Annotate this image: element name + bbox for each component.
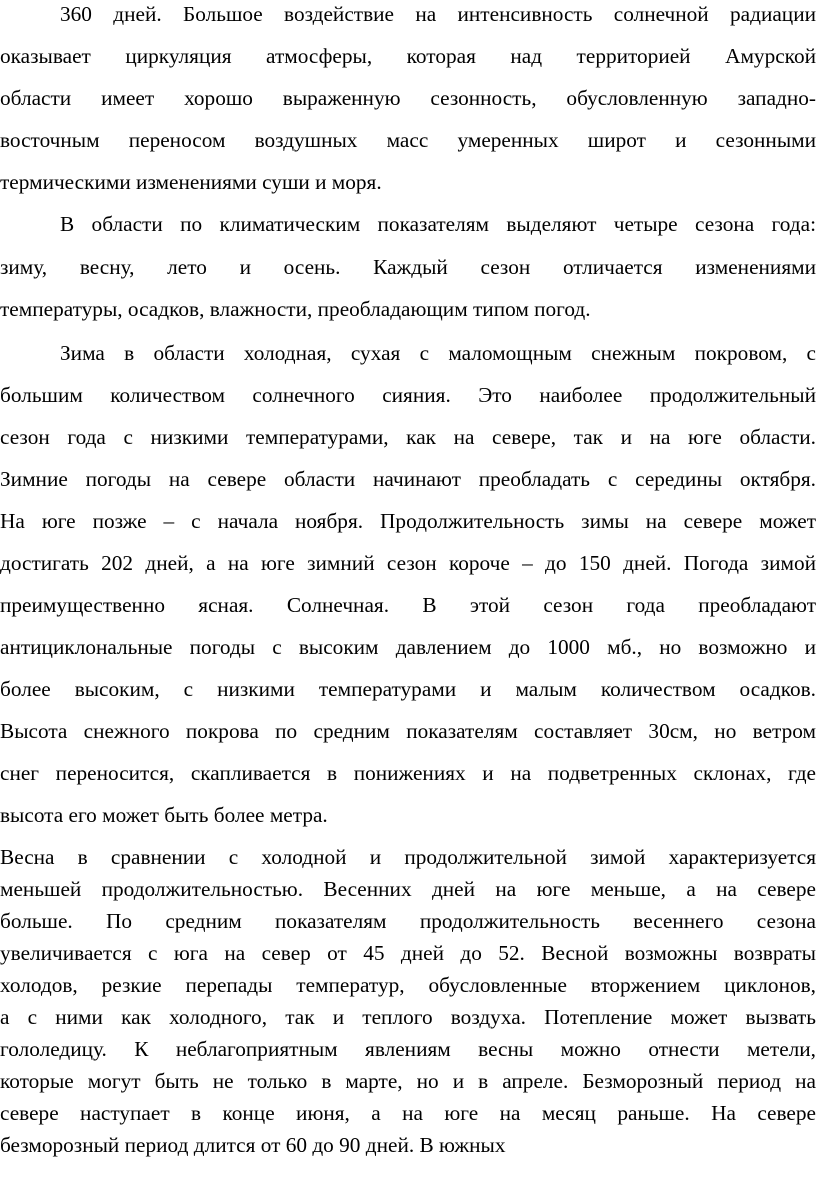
text-line: термическими изменениями суши и моря. xyxy=(0,170,382,194)
text-line: антициклональные погоды с высоким давлением до 1000 мб., но возможно и xyxy=(0,635,816,659)
text-line: высота его может быть более метра. xyxy=(0,803,328,827)
text-line: севере наступает в конце июня, а на юге на месяц раньше. На севере xyxy=(0,1101,816,1125)
text-line: сезон года с низкими температурами, как на севере, так и на юге области. xyxy=(0,425,816,449)
text-line: 360 дней. Большое воздействие на интенсивность солнечной радиации xyxy=(60,2,816,26)
text-line: большим количеством солнечного сияния. Это наиболее продолжительный xyxy=(0,383,816,407)
text-line: снег переносится, скапливается в понижениях и на подветренных склонах, где xyxy=(0,761,816,785)
text-line: области имеет хорошо выраженную сезонность, обусловленную западно- xyxy=(0,86,816,110)
text-line: Весна в сравнении с холодной и продолжительной зимой характеризуется xyxy=(0,845,816,869)
text-line: Высота снежного покрова по средним показателям составляет 30см, но ветром xyxy=(0,719,816,743)
text-line: На юге позже – с начала ноября. Продолжительность зимы на севере может xyxy=(0,509,816,533)
text-line: Зима в области холодная, сухая с маломощным снежным покровом, с xyxy=(60,341,816,365)
text-line: меньшей продолжительностью. Весенних дней на юге меньше, а на севере xyxy=(0,877,816,901)
text-line: температуры, осадков, влажности, преобладающим типом погод. xyxy=(0,297,591,321)
text-line: увеличивается с юга на север от 45 дней до 52. Весной возможны возвраты xyxy=(0,941,816,965)
text-line: гололедицу. К неблагоприятным явлениям весны можно отнести метели, xyxy=(0,1037,816,1061)
text-line: Зимние погоды на севере области начинают преобладать с середины октября. xyxy=(0,467,816,491)
text-line: оказывает циркуляция атмосферы, которая над территорией Амурской xyxy=(0,44,816,68)
text-line: больше. По средним показателям продолжительность весеннего сезона xyxy=(0,909,816,933)
text-line: восточным переносом воздушных масс умеренных широт и сезонными xyxy=(0,128,816,152)
text-line: преимущественно ясная. Солнечная. В этой сезон года преобладают xyxy=(0,593,816,617)
text-line: достигать 202 дней, а на юге зимний сезон короче – до 150 дней. Погода зимой xyxy=(0,551,816,575)
text-line: безморозный период длится от 60 до 90 дней. В южных xyxy=(0,1133,506,1157)
text-line: зиму, весну, лето и осень. Каждый сезон отличается изменениями xyxy=(0,255,816,279)
text-line: более высоким, с низкими температурами и малым количеством осадков. xyxy=(0,677,816,701)
text-line: а с ними как холодного, так и теплого воздуха. Потепление может вызвать xyxy=(0,1005,816,1029)
text-line: В области по климатическим показателям выделяют четыре сезона года: xyxy=(60,212,816,236)
text-line: которые могут быть не только в марте, но и в апреле. Безморозный период на xyxy=(0,1069,816,1093)
text-line: холодов, резкие перепады температур, обусловленные вторжением циклонов, xyxy=(0,973,816,997)
